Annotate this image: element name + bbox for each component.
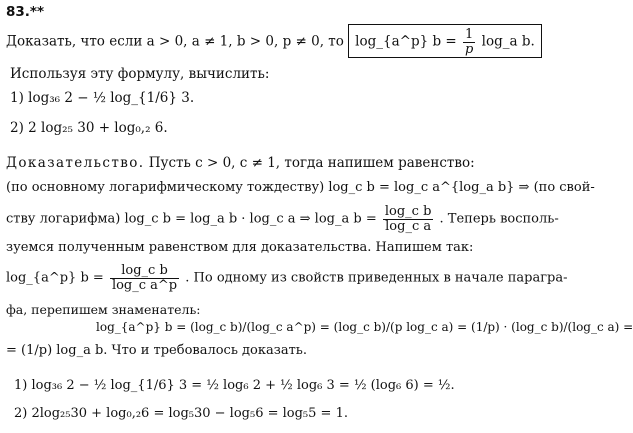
proof-line-3-prefix: ству логарифма) log_c b = log_a b · log_c a ⇒ log_a b = <box>6 211 377 227</box>
proof-line-3-fraction <box>383 205 434 233</box>
proof-heading: Доказательство. <box>6 155 145 171</box>
statement-prefix: Доказать, что если a > 0, a ≠ 1, b > 0, p ≠ 0, то <box>6 33 344 50</box>
task-intro: Используя эту формулу, вычислить: <box>10 66 270 82</box>
proof-line-3 <box>6 205 559 233</box>
proof-line-6-chain: log_{a^p} b = (log_c b)/(log_c a^p) = (log_c b)/(p log_c a) = (1/p) · (log_c b)/(log_c a) = <box>96 320 633 334</box>
proof-line-1 <box>6 155 475 171</box>
formula-fraction <box>463 28 475 56</box>
proof-line-4: зуемся полученным равенством для доказательства. Напишем так: <box>6 240 474 255</box>
formula-rhs: log_a b. <box>481 33 535 50</box>
proof-line-5-prefix: log_{a^p} b = <box>6 270 104 286</box>
formula-lhs: log_{a^p} b = <box>355 33 457 50</box>
task-2: 2) 2 log₂₅ 30 + log₀,₂ 6. <box>10 120 168 136</box>
proof-line-5-fraction <box>110 264 179 292</box>
problem-statement <box>6 24 542 58</box>
proof-line-3-frac-den: log_c a <box>385 218 432 234</box>
proof-line-1-rest: Пусть c > 0, c ≠ 1, тогда напишем равенство: <box>148 155 475 171</box>
proof-line-6-prefix: фа, перепишем знаменатель: <box>6 302 201 317</box>
proof-line-3-frac-num: log_c b <box>384 204 432 219</box>
boxed-formula <box>348 24 542 58</box>
proof-line-5-frac-den: log_c a^p <box>111 277 178 293</box>
solution-1: 1) log₃₆ 2 − ½ log_{1/6} 3 = ½ log₆ 2 + ½ log₆ 3 = ½ (log₆ 6) = ½. <box>14 378 455 393</box>
proof-line-2: (по основному логарифмическому тождеству) log_c b = log_c a^{log_a b} ⇒ (по свой- <box>6 180 595 195</box>
solution-2: 2) 2log₂₅30 + log₀,₂6 = log₅30 − log₅6 = log₅5 = 1. <box>14 406 348 421</box>
proof-line-3-suffix: . Теперь восполь- <box>439 211 559 227</box>
proof-line-5-suffix: . По одному из свойств приведенных в начале парагра- <box>185 270 568 286</box>
formula-frac-num: 1 <box>463 28 475 43</box>
proof-line-6 <box>6 302 200 317</box>
formula-frac-den: p <box>465 41 474 57</box>
proof-line-7: = (1/p) log_a b. Что и требовалось доказать. <box>6 343 307 358</box>
proof-line-5 <box>6 264 568 292</box>
task-1: 1) log₃₆ 2 − ½ log_{1/6} 3. <box>10 90 195 106</box>
proof-line-5-frac-num: log_c b <box>110 264 179 279</box>
problem-number: 83.** <box>6 4 45 20</box>
